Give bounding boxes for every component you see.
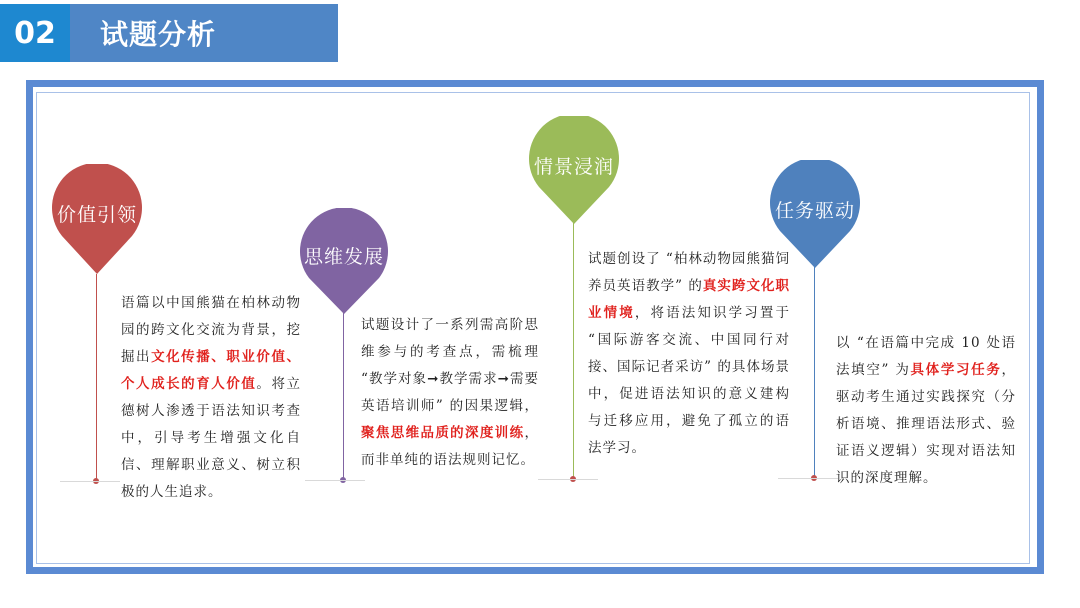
pin-stem [573,222,574,478]
paragraph-task-driven: 以 “在语篇中完成 10 处语法填空” 为具体学习任务，驱动考生通过实践探究（分析语境、推理语法形式、验证语义逻辑）实现对语法知识的深度理解。 [836,335,1016,486]
pin-context-immersion [529,116,619,226]
pin-stem [814,266,815,478]
pin-stem [343,312,344,480]
baseline [305,480,365,481]
pin-value-guidance [52,164,142,276]
baseline [778,478,838,479]
baseline [60,481,120,482]
pin-label: 情景浸润 [533,156,614,178]
pin-label: 思维发展 [303,246,384,268]
paragraph-context-immersion: 试题创设了 “柏林动物园熊猫饲养员英语教学” 的真实跨文化职业情境，将语法知识学习置于 “国际游客交流、中国同行对接、国际记者采访” 的具体场景中，促进语法知识的意义建构与迁移应用，避免了孤立的语法学习。 [588,251,791,456]
paragraph-thinking-development: 试题设计了一系列需高阶思维参与的考查点，需梳理 “教学对象➞教学需求➞需要英语培训师” 的因果逻辑，聚焦思维品质的深度训练，而非单纯的语法规则记忆。 [361,317,539,468]
pin-stem [96,274,97,482]
section-title: 试题分析 [70,4,338,62]
pin-label: 任务驱动 [774,200,855,222]
baseline [538,479,598,480]
paragraph-value-guidance: 语篇以中国熊猫在柏林动物园的跨文化交流为背景，挖掘出文化传播、职业价值、个人成长的育人价值。将立德树人渗透于语法知识考查中，引导考生增强文化自信、理解职业意义、树立积极的人生追求。 [121,295,302,500]
pin-thinking-development [299,208,389,316]
section-number: 02 [0,4,70,62]
pin-label: 价值引领 [56,204,137,226]
